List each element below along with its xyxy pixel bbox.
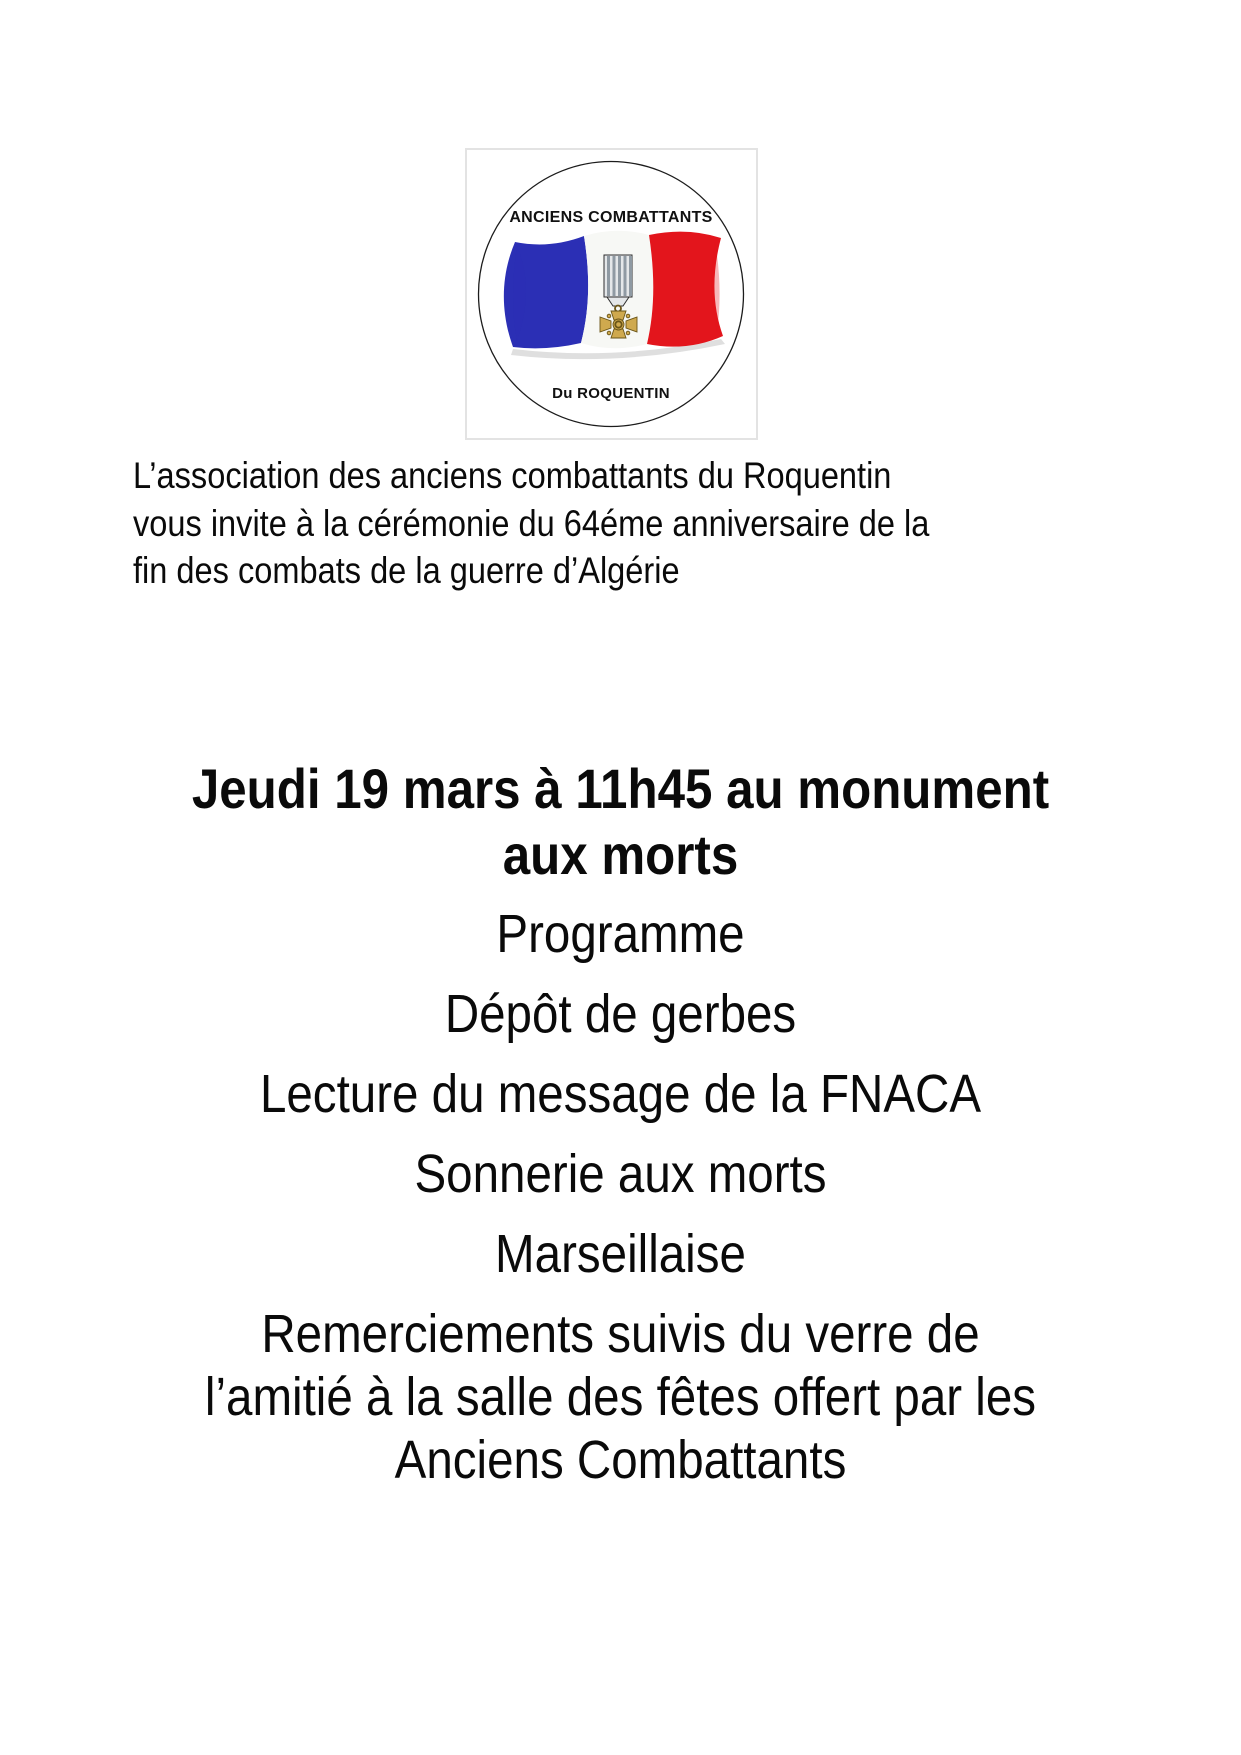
closing-line-1: Remerciements suivis du verre de bbox=[261, 1304, 980, 1364]
association-logo bbox=[465, 148, 758, 440]
program-list bbox=[74, 903, 1166, 1492]
closing-line-2: l’amitié à la salle des fêtes offert par les bbox=[204, 1367, 1037, 1427]
association-logo-graphic bbox=[465, 148, 758, 440]
intro-paragraph bbox=[133, 452, 1013, 595]
program-item-marseillaise: Marseillaise bbox=[495, 1224, 746, 1284]
logo-top-text: ANCIENS COMBATTANTS bbox=[509, 209, 713, 226]
event-heading bbox=[74, 756, 1166, 888]
program-item-depot-de-gerbes: Dépôt de gerbes bbox=[444, 984, 797, 1044]
program-item-programme: Programme bbox=[496, 904, 745, 964]
heading-line-2: aux morts bbox=[502, 823, 739, 886]
intro-line-2: vous invite à la cérémonie du 64éme anniversaire de la bbox=[133, 502, 930, 544]
intro-line-1: L’association des anciens combattants du Roquentin bbox=[133, 455, 892, 496]
intro-line-3: fin des combats de la guerre d’Algérie bbox=[133, 550, 680, 591]
program-item-lecture-message-fnaca: Lecture du message de la FNACA bbox=[259, 1064, 982, 1124]
logo-bottom-text: Du ROQUENTIN bbox=[552, 385, 670, 402]
closing-paragraph bbox=[74, 1303, 1166, 1492]
closing-line-3: Anciens Combattants bbox=[394, 1430, 847, 1490]
heading-line-1: Jeudi 19 mars à 11h45 au monument bbox=[191, 757, 1050, 820]
program-item-sonnerie-aux-morts: Sonnerie aux morts bbox=[414, 1144, 827, 1204]
combatant-cross-medal-icon bbox=[600, 255, 637, 338]
